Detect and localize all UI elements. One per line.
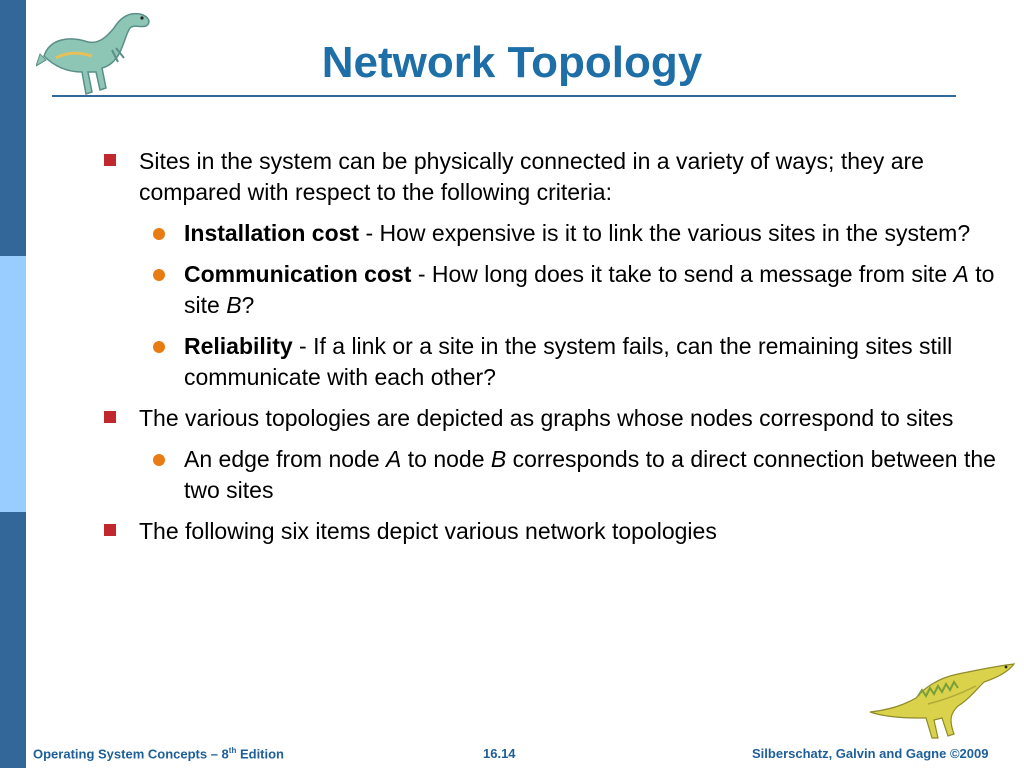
square-bullet-icon (104, 524, 116, 536)
sub-bullet-text: An edge from node (184, 446, 387, 472)
node-a-label: A (386, 446, 402, 472)
round-bullet-icon (153, 454, 165, 466)
square-bullet-icon (104, 411, 116, 423)
term-communication-cost: Communication cost (184, 261, 412, 287)
site-a-label: A (953, 261, 969, 287)
sub-bullet-item (100, 331, 1000, 393)
sub-bullet-item (100, 444, 1000, 506)
footer-edition-text: Edition (236, 746, 285, 762)
round-bullet-icon (153, 341, 165, 353)
left-stripe-middle (0, 256, 26, 512)
sub-bullet-text: - How long does it take to send a message from site (411, 261, 954, 287)
term-installation-cost: Installation cost (184, 220, 360, 246)
dinosaur-illustration-icon (868, 660, 1018, 740)
footer-authors: Silberschatz, Galvin and Gagne ©2009 (752, 746, 989, 761)
footer-page-number: 16.14 (483, 746, 516, 761)
sub-bullet-text: - If a link or a site in the system fails, can the remaining sites still communicate with each other? (184, 333, 953, 390)
bullet-text: The various topologies are depicted as graphs whose nodes correspond to sites (139, 405, 954, 431)
sub-bullet-item (100, 218, 1000, 249)
bullet-text: The following six items depict various network topologies (139, 518, 717, 544)
node-b-label: B (490, 446, 507, 472)
round-bullet-icon (153, 228, 165, 240)
round-bullet-icon (153, 269, 165, 281)
sub-bullet-text: ? (241, 292, 255, 318)
footer-book-title (33, 746, 284, 761)
title-divider (52, 95, 956, 97)
term-reliability: Reliability (184, 333, 293, 359)
sub-bullet-item (100, 259, 1000, 321)
site-b-label: B (226, 292, 242, 318)
footer-book-title-text: Operating System Concepts – 8 (33, 746, 229, 762)
slide-content (100, 146, 1000, 557)
sub-bullet-text: to site (184, 261, 995, 318)
bullet-item (100, 403, 1000, 434)
sub-bullet-text: corresponds to a direct connection between the two sites (184, 446, 996, 503)
slide-title: Network Topology (321, 38, 703, 87)
footer-superscript: th (228, 746, 237, 755)
bullet-item (100, 516, 1000, 547)
bullet-text: Sites in the system can be physically connected in a variety of ways; they are compared with respect to the following criteria: (139, 148, 924, 205)
sub-bullet-text: to node (401, 446, 491, 472)
sub-bullet-text: - How expensive is it to link the various sites in the system? (359, 220, 971, 246)
bullet-item (100, 146, 1000, 208)
square-bullet-icon (104, 154, 116, 166)
left-stripe-bottom (0, 512, 26, 768)
